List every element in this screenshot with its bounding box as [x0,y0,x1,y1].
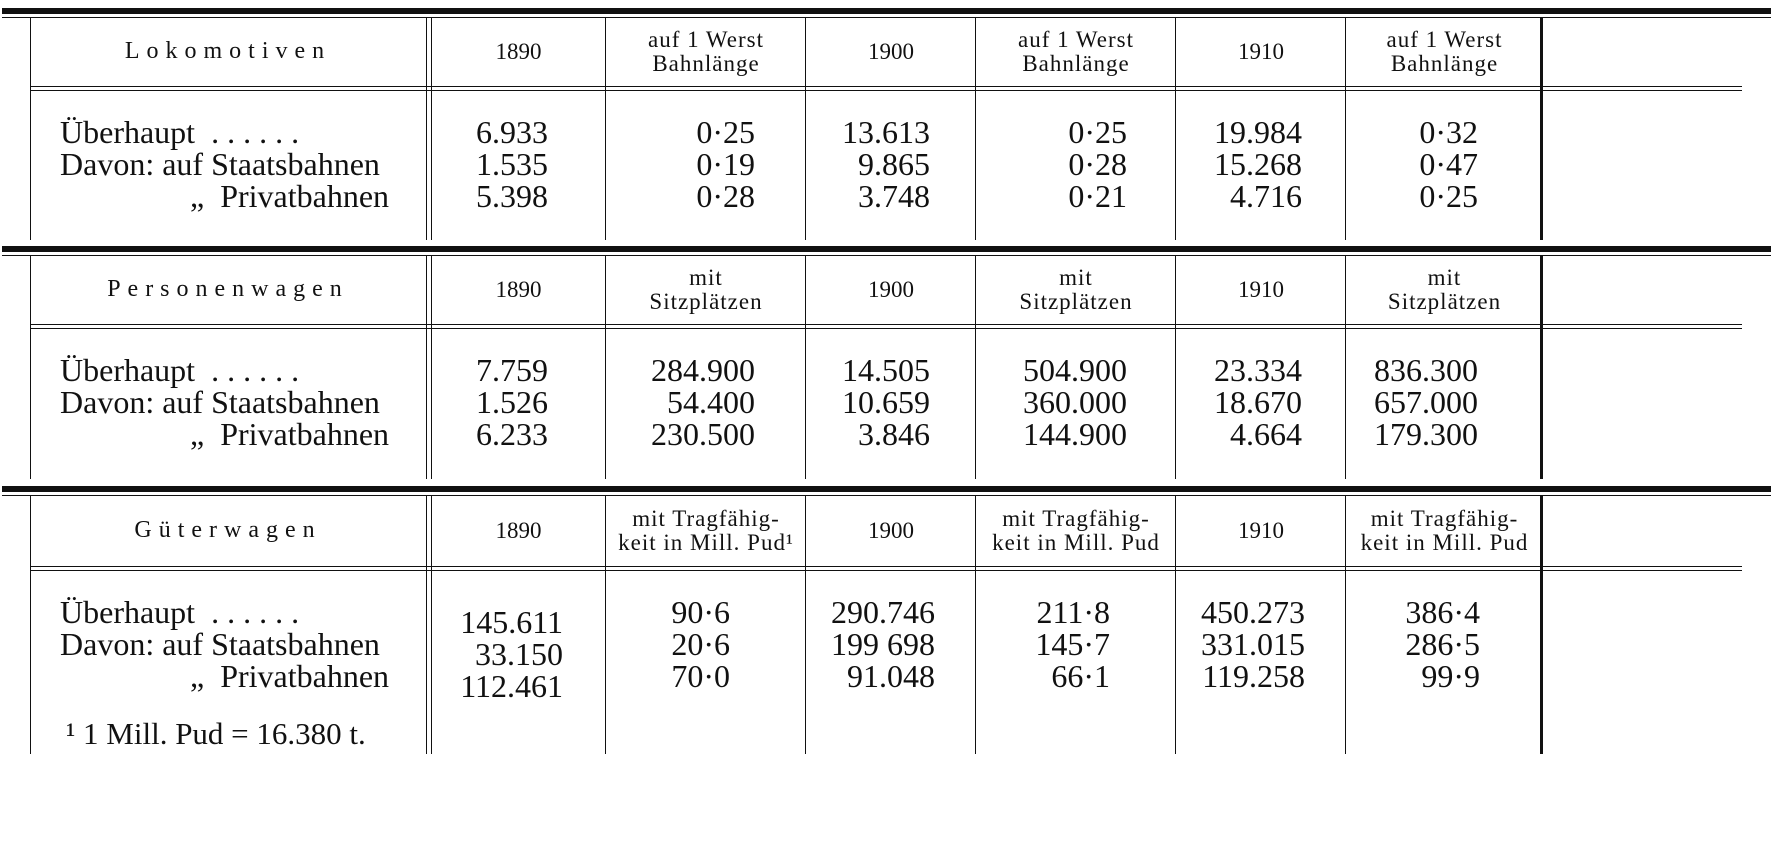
column-rule [1542,256,1543,479]
table-title: Personenwagen [107,276,349,303]
cell-value: 19.984 [1214,114,1302,150]
row-label: Überhaupt . . . . . . [60,352,300,388]
table-top-rule [2,8,1771,14]
row-label: „ Privatbahnen [190,178,390,214]
table-top-rule [2,486,1771,492]
cell-value: 0·25 [696,114,755,150]
cell-value: 112.461 [460,668,563,704]
right-border [1540,256,1542,479]
cell-value: 360.000 [1023,384,1127,420]
cell-value: 0·25 [1419,178,1478,214]
cell-value: 0·47 [1419,146,1478,182]
cell-value: 91.048 [847,658,935,694]
table-1 [0,8,1771,240]
table-top-rule [2,246,1771,252]
cell-value: 284.900 [651,352,755,388]
cell-value: 386·4 [1405,594,1480,630]
row-label: Davon: auf Staatsbahnen [60,146,380,182]
cell-value: 5.398 [476,178,548,214]
cell-value: 13.613 [842,114,930,150]
cell-value: 3.748 [858,178,930,214]
cell-value: 504.900 [1023,352,1127,388]
column-rule [1542,18,1543,240]
cell-value: 4.664 [1230,416,1302,452]
cell-value: 331.015 [1201,626,1305,662]
header-rule [30,86,1742,91]
unit-header: auf 1 Werst Bahnlänge [1017,26,1135,76]
cell-value: 836.300 [1374,352,1478,388]
cell-value: 54.400 [667,384,755,420]
cell-value: 23.334 [1214,352,1302,388]
unit-header: mit Tragfähig- keit in Mill. Pud [992,505,1160,555]
cell-value: 66·1 [1051,658,1110,694]
cell-value: 9.865 [858,146,930,182]
cell-value: 10.659 [842,384,930,420]
table-2 [0,246,1771,479]
table-title: Lokomotiven [124,38,332,65]
cell-value: 144.900 [1023,416,1127,452]
year-header: 1890 [495,276,542,302]
year-header: 1900 [868,38,914,64]
cell-value: 145.611 [460,604,563,640]
cell-value: 211·8 [1036,594,1110,630]
cell-value: 290.746 [831,594,935,630]
right-border [1540,496,1542,754]
cell-value: 90·6 [671,594,730,630]
row-label: Davon: auf Staatsbahnen [60,384,380,420]
cell-value: 1.535 [476,146,548,182]
unit-header: mit Sitzplätzen [1387,264,1502,314]
year-header: 1910 [1238,38,1284,64]
cell-value: 0·19 [696,146,755,182]
footnote: ¹ 1 Mill. Pud = 16.380 t. [66,716,366,751]
row-label: Überhaupt . . . . . . [60,594,300,630]
cell-value: 199 698 [831,626,935,662]
cell-value: 145·7 [1035,626,1110,662]
unit-header: mit Sitzplätzen [649,264,763,314]
year-header: 1900 [868,276,914,302]
cell-value: 179.300 [1374,416,1478,452]
cell-value: 286·5 [1405,626,1480,662]
header-rule [30,324,1742,329]
cell-value: 230.500 [651,416,755,452]
row-label: „ Privatbahnen [190,416,390,452]
cell-value: 0·21 [1068,178,1127,214]
unit-header: mit Tragfähig- keit in Mill. Pud [1360,505,1529,555]
cell-value: 0·28 [1068,146,1127,182]
cell-value: 99·9 [1421,658,1480,694]
cell-value: 6.233 [476,416,548,452]
unit-header: mit Sitzplätzen [1019,264,1133,314]
cell-value: 1.526 [476,384,548,420]
table-title: Güterwagen [134,517,322,544]
year-header: 1890 [495,517,542,543]
unit-header: auf 1 Werst Bahnlänge [1386,26,1503,76]
year-header: 1910 [1238,276,1284,302]
cell-value: 3.846 [858,416,930,452]
cell-value: 14.505 [842,352,930,388]
cell-value: 20·6 [671,626,730,662]
table-3 [0,486,1771,754]
cell-value: 450.273 [1201,594,1305,630]
unit-header: auf 1 Werst Bahnlänge [647,26,765,76]
year-header: 1910 [1238,517,1284,543]
right-border [1540,18,1542,240]
cell-value: 7.759 [476,352,548,388]
header-rule [30,566,1742,571]
unit-header: mit Tragfähig- keit in Mill. Pud¹ [618,505,794,555]
cell-value: 6.933 [476,114,548,150]
cell-value: 0·32 [1419,114,1478,150]
cell-value: 70·0 [671,658,730,694]
cell-value: 0·28 [696,178,755,214]
year-header: 1890 [495,38,542,64]
row-label: „ Privatbahnen [190,658,390,694]
cell-value: 33.150 [475,636,563,672]
cell-value: 18.670 [1214,384,1302,420]
cell-value: 4.716 [1230,178,1302,214]
column-rule [1542,496,1543,754]
row-label: Überhaupt . . . . . . [60,114,300,150]
row-label: Davon: auf Staatsbahnen [60,626,380,662]
cell-value: 119.258 [1202,658,1305,694]
cell-value: 15.268 [1214,146,1302,182]
cell-value: 657.000 [1374,384,1478,420]
cell-value: 0·25 [1068,114,1127,150]
year-header: 1900 [868,517,914,543]
